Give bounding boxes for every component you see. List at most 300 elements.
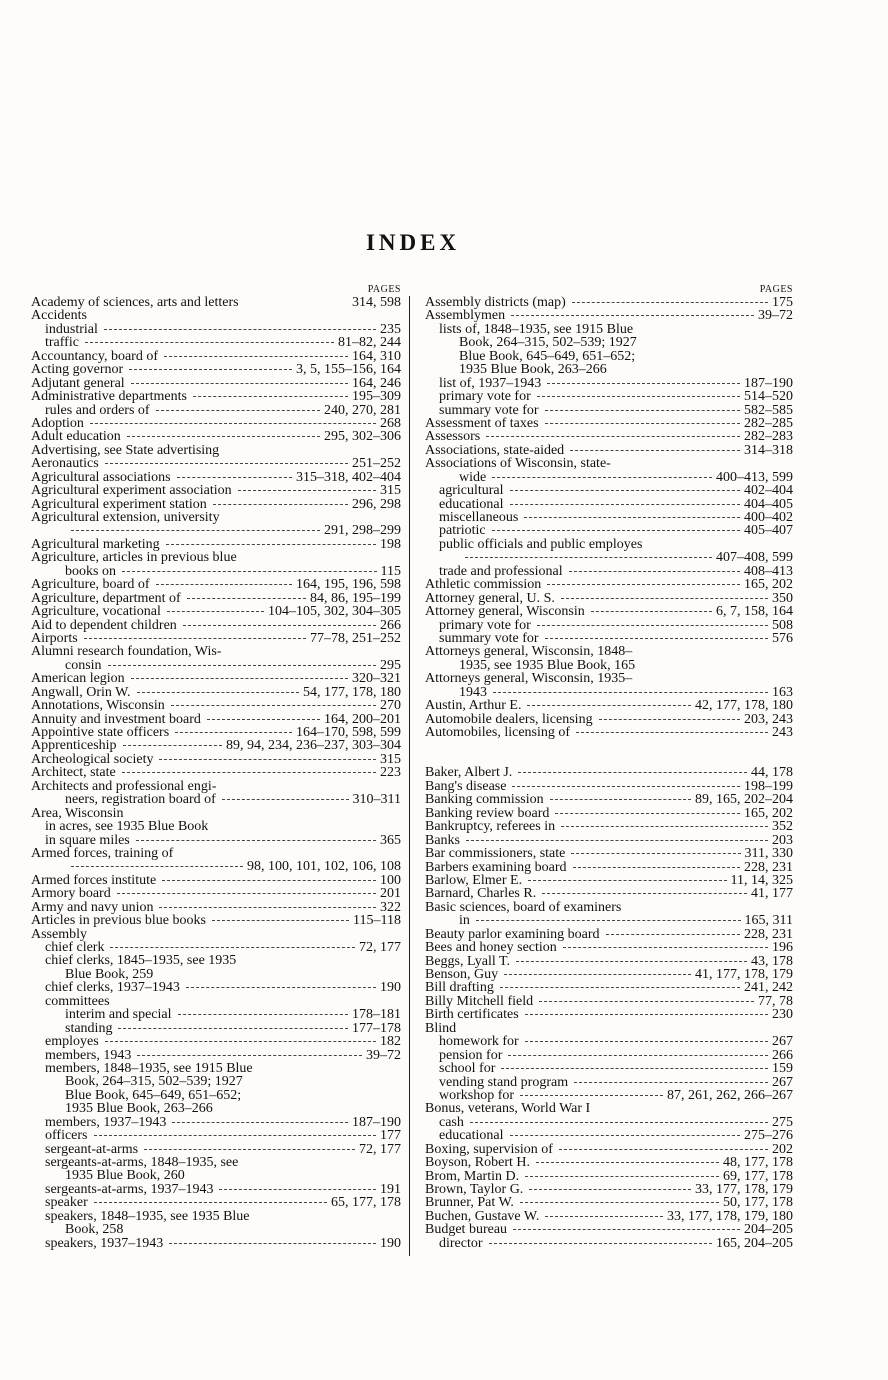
entry-pages: 582–585 [744,402,793,418]
dot-leader [94,1202,327,1203]
index-entry [31,538,401,551]
dot-leader [129,369,292,370]
dot-leader [537,625,768,626]
entry-pages: 405–407 [744,523,793,539]
index-entry [425,981,793,994]
dot-leader [156,584,292,585]
dot-leader [219,1189,376,1190]
entry-pages: 295 [380,657,401,673]
dot-leader [123,745,222,746]
entry-term: Agriculture, board of [31,577,150,593]
index-entry [31,1196,401,1209]
index-entry [31,1008,401,1021]
entry-term: rules and orders of [45,402,150,418]
index-entry [31,1089,401,1102]
index-entry [31,874,401,887]
index-entries-right [425,296,793,1250]
entry-term: sergeant-at-arms [45,1141,139,1157]
index-entry [425,1170,793,1183]
entry-pages: 182 [380,1034,401,1050]
entry-term: Budget bureau [425,1222,508,1238]
entry-term: Alumni research foundation, Wis- [31,644,222,660]
entry-term: Agricultural experiment station [31,496,207,512]
dot-leader [563,947,768,948]
dot-leader [510,1135,740,1136]
index-entry [31,336,401,349]
entry-term: sergeants-at-arms, 1937–1943 [45,1181,214,1197]
entry-term: Agriculture, department of [31,590,181,606]
entry-term: Appointive state officers [31,725,170,740]
index-entry [31,1183,401,1196]
dot-leader [550,799,691,800]
entry-term: Annotations, Wisconsin [31,698,165,714]
dot-leader [555,813,740,814]
entry-pages: 177–178 [352,1020,401,1036]
entry-term: Banks [425,832,460,848]
index-entry [31,592,401,605]
entry-term: vending stand program [439,1074,569,1090]
index-entry [31,1035,401,1048]
index-entry [31,968,401,981]
index-entry [425,1210,793,1223]
entry-pages: 275 [772,1114,793,1130]
entry-term: lists of, 1848–1935, see 1915 Blue [439,321,634,337]
index-entry [31,471,401,484]
entry-term: consin [65,657,102,673]
entry-term: Apprenticeship [31,738,117,754]
index-entry [425,1049,793,1062]
entry-pages: 196 [772,940,793,956]
entry-pages: 508 [772,617,793,633]
index-entry [31,713,401,726]
dot-leader [512,786,740,787]
entry-pages: 165, 204–205 [716,1235,793,1251]
entry-pages: 33, 177, 178, 179 [695,1182,793,1197]
index-entry [425,309,793,322]
entry-term: Banking review board [425,805,550,821]
entry-term: list of, 1937–1943 [439,375,542,391]
index-entry [425,699,793,712]
entry-pages: 163 [772,684,793,700]
dot-leader [516,961,747,962]
dot-leader [105,463,348,464]
entry-pages: 48, 177, 178 [723,1155,793,1171]
index-entry [31,1210,401,1223]
index-entry [31,1062,401,1075]
dot-leader [110,947,355,948]
entry-term: Architects and professional engi- [31,778,217,794]
entry-term: Agricultural associations [31,469,171,485]
dot-leader [108,665,376,666]
entry-term: Assembly districts (map) [425,295,566,310]
dot-leader [137,692,299,693]
index-entry [425,659,793,672]
index-entry [425,874,793,887]
dot-leader [573,867,740,868]
dot-leader [159,759,376,760]
entry-pages: 400–402 [744,510,793,525]
dot-leader [131,383,348,384]
entry-term: Blue Book, 645–649, 651–652; [65,1087,242,1103]
index-entry [31,404,401,417]
dot-leader [539,1001,754,1002]
index-entry [31,914,401,927]
dot-leader [167,611,264,612]
index-entry [425,296,793,309]
dot-leader [172,1122,348,1123]
entry-term: cash [439,1114,464,1130]
dot-leader [606,934,740,935]
entry-pages: 39–72 [366,1047,401,1063]
entry-pages: 164–170, 598, 599 [296,725,401,740]
entry-term: Assemblymen [425,308,506,324]
index-entry [425,1116,793,1129]
entry-term: Bankruptcy, referees in [425,819,556,835]
entry-term: speakers, 1937–1943 [45,1235,164,1251]
entry-term: Associations of Wisconsin, state- [425,456,611,472]
entry-pages: 77, 78 [758,993,793,1009]
entry-term: Articles in previous blue books [31,913,206,929]
entry-pages: 39–72 [758,308,793,324]
entry-term: Boxing, supervision of [425,1141,553,1157]
entry-term: Book, 264–315, 502–539; 1927 [459,335,637,351]
entry-pages: 267 [772,1074,793,1090]
entry-pages: 41, 177 [751,886,793,902]
index-entry [425,672,793,685]
index-entry [31,1049,401,1062]
entry-pages: 266 [772,1047,793,1063]
index-entry [31,417,401,430]
index-entry [31,981,401,994]
entry-pages: 100 [380,872,401,888]
dot-leader [520,1202,719,1203]
entry-pages: 164, 195, 196, 598 [296,577,401,593]
entry-pages: 81–82, 244 [338,335,401,351]
entry-term: Assembly [31,926,87,942]
entry-term: speaker [45,1195,88,1211]
index-entry [31,390,401,403]
entry-pages: 198 [380,536,401,552]
entry-term: traffic [45,335,79,351]
entry-pages: 407–408, 599 [716,550,793,566]
dot-leader [177,477,292,478]
index-entry [425,632,793,645]
dot-leader [470,1122,768,1123]
dot-leader [71,866,243,867]
entry-term: interim and special [65,1007,172,1023]
dot-leader [569,571,740,572]
entry-term: Angwall, Orin W. [31,684,131,700]
entry-term: Buchen, Gustave W. [425,1208,540,1224]
index-entry [425,1129,793,1142]
dot-leader [144,1149,355,1150]
entry-pages: 514–520 [744,389,793,405]
entry-term: Beauty parlor examining board [425,926,600,942]
index-entry [425,363,793,376]
entry-term: Advertising, see State advertising [31,442,220,458]
entry-pages: 408–413 [744,563,793,579]
index-entry [31,834,401,847]
entry-term: 1943 [459,684,487,700]
dot-leader [137,1055,362,1056]
index-entry [425,1156,793,1169]
index-entry [425,1102,793,1115]
entry-pages: 282–285 [744,415,793,431]
dot-leader [94,1135,377,1136]
dot-leader [537,396,740,397]
index-entry [31,659,401,672]
entry-term: Archeological society [31,751,154,767]
dot-leader [501,1068,768,1069]
entry-pages: 44, 178 [751,765,793,781]
dot-leader [525,1014,768,1015]
index-entry [425,336,793,349]
dot-leader [511,315,754,316]
index-entry [425,766,793,779]
index-entry [31,901,401,914]
entry-term: Armed forces, training of [31,845,174,861]
index-entry [425,551,793,564]
entry-pages: 43, 178 [751,953,793,969]
entry-pages: 98, 100, 101, 102, 106, 108 [247,859,401,875]
entry-pages: 243 [772,725,793,740]
entry-term: in acres, see 1935 Blue Book [45,819,209,835]
entry-term: director [439,1235,483,1251]
entry-term: educational [439,1128,504,1144]
entry-pages: 104–105, 302, 304–305 [268,604,401,620]
index-entry [31,323,401,336]
index-entry [425,484,793,497]
entry-term: miscellaneous [439,510,519,525]
index-entry [425,404,793,417]
entry-pages: 198–199 [744,778,793,794]
dot-leader [162,880,376,881]
dot-leader [547,584,740,585]
entry-term: Book, 258 [65,1222,124,1238]
entry-pages: 235 [380,321,401,337]
dot-leader [169,1243,376,1244]
index-entry [31,457,401,470]
index-entry [31,820,401,833]
index-entry [425,968,793,981]
section-gap [425,739,793,766]
index-entry [425,578,793,591]
entry-pages: 165, 202 [744,577,793,593]
dot-leader [465,557,712,558]
index-entry [31,699,401,712]
index-entry [425,901,793,914]
entry-term: Baker, Albert J. [425,765,513,781]
index-entry [31,1223,401,1236]
index-entry [31,887,401,900]
index-entry [425,726,793,739]
index-entry [425,605,793,618]
entry-pages: 315 [380,751,401,767]
dot-leader [187,598,306,599]
index-entry [31,928,401,941]
index-entry [31,524,401,537]
entry-term: in square miles [45,832,130,848]
entry-term: pension for [439,1047,503,1063]
entry-term: Barnard, Charles R. [425,886,537,902]
entry-pages: 266 [380,617,401,633]
entry-term: Attorney general, U. S. [425,590,555,606]
dot-leader [164,356,348,357]
dot-leader [561,598,768,599]
entry-pages: 65, 177, 178 [331,1195,401,1211]
entry-term: neers, registration board of [65,792,216,808]
entry-term: 1935 Blue Book, 263–266 [459,362,607,378]
dot-leader [571,853,740,854]
index-entry [31,807,401,820]
entry-pages: 270 [380,698,401,714]
index-entry [425,1223,793,1236]
entry-term: committees [45,993,110,1009]
entry-term: Athletic commission [425,577,542,593]
entry-term: Adoption [31,415,84,431]
entry-pages: 314–318 [744,442,793,458]
entry-term: primary vote for [439,617,531,633]
entry-term: Armory board [31,886,111,902]
dot-leader [527,705,691,706]
entry-term: Beggs, Lyall T. [425,953,511,969]
entry-pages: 187–190 [744,375,793,391]
index-entry [425,820,793,833]
index-entry [31,296,401,309]
index-entry [425,1035,793,1048]
index-entry [425,471,793,484]
entry-pages: 87, 261, 262, 266–267 [667,1087,793,1103]
index-entry [425,1196,793,1209]
dot-leader [574,1082,768,1083]
entry-term: members, 1848–1935, see 1915 Blue [45,1060,253,1076]
index-entry [425,834,793,847]
index-entry [425,780,793,793]
entry-pages: 267 [772,1034,793,1050]
index-entry [31,619,401,632]
entry-pages: 69, 177, 178 [723,1168,793,1184]
entry-pages: 315 [380,483,401,499]
entry-term: Assessors [425,429,481,445]
entry-term: patriotic [439,523,486,539]
entry-term: educational [439,496,504,512]
entry-pages: 322 [380,899,401,915]
entry-term: Bill drafting [425,980,494,996]
entry-term: chief clerks, 1845–1935, see 1935 [45,953,237,969]
index-entry [31,632,401,645]
entry-pages: 241, 242 [744,980,793,996]
index-entry [31,309,401,322]
entry-pages: 72, 177 [359,940,401,955]
dot-leader [489,1243,712,1244]
dot-leader [84,638,306,639]
entry-term: speakers, 1848–1935, see 1935 Blue [45,1208,250,1224]
entry-term: homework for [439,1034,519,1050]
entry-term: Academy of sciences, arts and letters [31,295,239,310]
dot-leader [117,893,376,894]
entry-term: Benson, Guy [425,967,499,982]
dot-leader [186,987,376,988]
entry-pages: 11, 14, 325 [730,872,793,888]
dot-leader [599,719,740,720]
pages-column-header: PAGES [759,284,793,295]
dot-leader [561,826,768,827]
index-entry [425,1008,793,1021]
entry-term: public officials and public employes [439,536,643,552]
index-entry [425,793,793,806]
index-entry [425,350,793,363]
entry-term: wide [459,469,487,485]
entry-term: 1935 Blue Book, 260 [65,1168,185,1184]
index-entry [425,538,793,551]
entry-pages: 72, 177 [359,1141,401,1157]
entry-pages: 77–78, 251–252 [310,630,401,646]
entry-pages: 159 [772,1061,793,1077]
index-entry [31,739,401,752]
index-entry [425,914,793,927]
entry-pages: 251–252 [352,456,401,472]
dot-leader [492,477,712,478]
entry-pages: 164, 246 [352,375,401,391]
index-entry [31,793,401,806]
dot-leader [510,504,740,505]
entry-pages: 268 [380,415,401,431]
entry-term: Administrative departments [31,389,187,405]
entry-pages: 89, 94, 234, 236–237, 303–304 [226,738,401,754]
entry-pages: 3, 5, 155–156, 164 [296,362,401,378]
index-entry [31,444,401,457]
index-entry [31,1116,401,1129]
index-entry [425,457,793,470]
dot-leader [238,490,376,491]
dot-leader [536,1162,719,1163]
entry-pages: 223 [380,765,401,781]
column-divider [409,296,410,1256]
entry-term: 1935 Blue Book, 263–266 [65,1101,213,1117]
entry-term: primary vote for [439,389,531,405]
index-entry [425,807,793,820]
dot-leader [122,571,377,572]
index-entry [31,1237,401,1250]
index-entry [31,1156,401,1169]
index-entry [425,377,793,390]
entry-pages: 404–405 [744,496,793,512]
entry-term: Boyson, Robert H. [425,1155,530,1171]
index-entry [425,619,793,632]
entry-term: Brunner, Pat W. [425,1195,514,1211]
entry-pages: 311, 330 [744,846,793,862]
dot-leader [178,1014,348,1015]
index-entry [31,1169,401,1182]
index-entry [425,430,793,443]
index-entry [31,1129,401,1142]
index-entry [425,887,793,900]
index-entry [31,511,401,524]
entry-term: employes [45,1034,99,1050]
entry-term: Attorneys general, Wisconsin, 1848– [425,644,633,660]
dot-leader [504,974,691,975]
index-entry [425,1143,793,1156]
index-entry [31,1075,401,1088]
entry-term: Agriculture, articles in previous blue [31,550,237,566]
entry-term: Adult education [31,429,121,445]
dot-leader [559,1149,768,1150]
dot-leader [513,1229,740,1230]
dot-leader [520,1095,663,1096]
index-entry [425,645,793,658]
dot-leader [486,436,740,437]
entry-pages: 230 [772,1007,793,1023]
